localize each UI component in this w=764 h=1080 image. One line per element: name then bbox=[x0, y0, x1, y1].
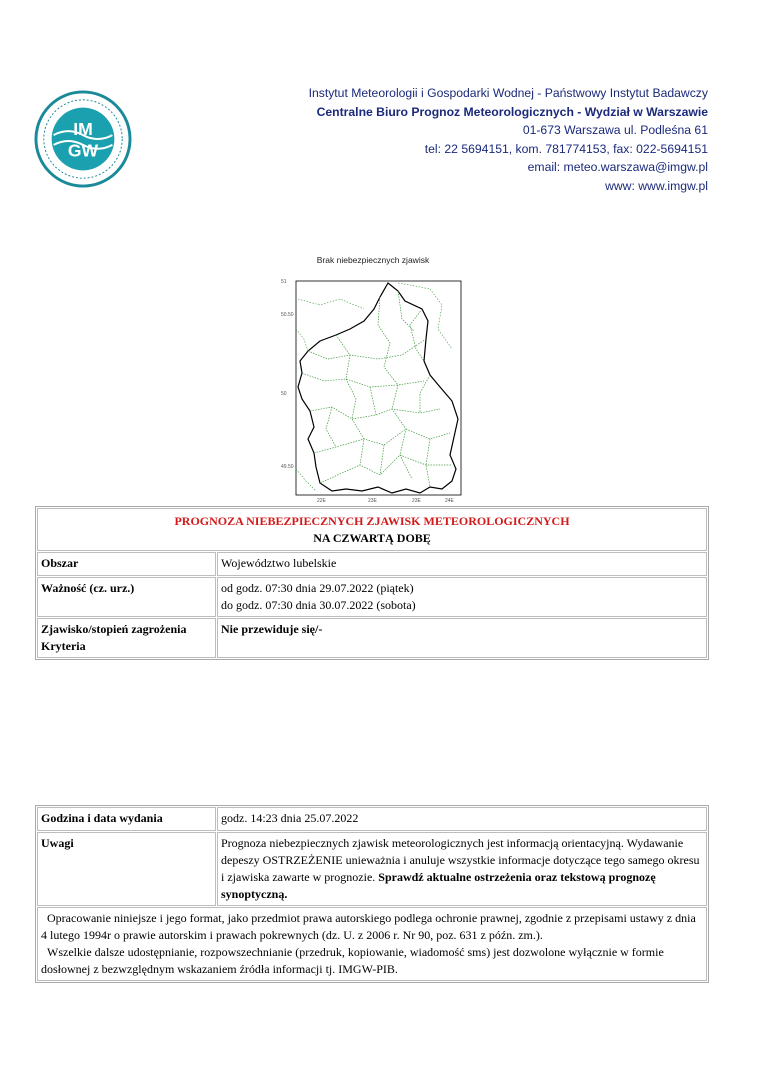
map-title: Brak niebezpiecznych zjawisk bbox=[316, 255, 430, 265]
institute-header bbox=[309, 84, 708, 196]
voivodeship-outline bbox=[298, 283, 458, 493]
map-xtick: 23E bbox=[412, 498, 421, 503]
notes-text-bold: Sprawdź aktualne ostrzeżenia oraz tekstową prognozę synoptyczną. bbox=[221, 870, 656, 901]
copyright-notice bbox=[37, 907, 707, 981]
notes-label: Uwagi bbox=[37, 832, 216, 906]
validity-to: do godz. 07:30 dnia 30.07.2022 (sobota) bbox=[221, 598, 416, 612]
address: 01-673 Warszawa ul. Podleśna 61 bbox=[522, 123, 708, 138]
validity-value bbox=[217, 577, 707, 617]
warning-map bbox=[280, 255, 466, 503]
forecast-title: PROGNOZA NIEBEZPIECZNYCH ZJAWISK METEOROLOGICZNYCH bbox=[174, 514, 570, 528]
phone-fax: tel: 22 5694151, kom. 781774153, fax: 022-5694151 bbox=[424, 141, 708, 156]
map-frame bbox=[296, 281, 461, 495]
map-xtick: 23E bbox=[368, 498, 377, 503]
validity-label: Ważność (cz. urz.) bbox=[37, 577, 216, 617]
map-ytick: 51 bbox=[281, 279, 287, 285]
phenomenon-label bbox=[37, 618, 216, 658]
imgw-logo bbox=[34, 90, 132, 188]
map-ytick: 49.50 bbox=[281, 464, 294, 470]
map-ytick: 50 bbox=[281, 391, 287, 397]
phenomenon-label-line: Zjawisko/stopień zagrożenia bbox=[41, 622, 187, 636]
email: email: meteo.warszawa@imgw.pl bbox=[527, 160, 708, 175]
lubelskie-map bbox=[280, 269, 466, 503]
area-label: Obszar bbox=[37, 552, 216, 576]
neighbour-boundaries bbox=[296, 283, 452, 491]
forecast-title-cell bbox=[37, 508, 707, 551]
notes-text: Prognoza niebezpiecznych zjawisk meteorologicznych jest informacją orientacyjną. Wydawanie depeszy OSTRZEŻENIE unieważnia i anuluje wszystkie informacje dotyczące tego samego okresu i zjawiska zawarte w prognozie. bbox=[221, 836, 700, 884]
issue-table bbox=[35, 805, 709, 983]
map-ytick: 50.50 bbox=[281, 312, 294, 318]
map-xtick: 24E bbox=[445, 498, 454, 503]
logo-text-bottom: GW bbox=[67, 140, 99, 161]
map-xtick: 22E bbox=[317, 498, 326, 503]
copyright-para-1: Opracowanie niniejsze i jego format, jako przedmiot prawa autorskiego podlega ochronie prawnej, zgodnie z przepisami ustawy z dnia 4 lutego 1994r o prawie autorskim i prawach pokrewnych (dz. U. z 2006 r. Nr 90, poz. 631 z późn. zm.). bbox=[41, 911, 696, 942]
office-name: Centralne Biuro Prognoz Meteorologicznych - Wydział w Warszawie bbox=[316, 104, 708, 119]
validity-from: od godz. 07:30 dnia 29.07.2022 (piątek) bbox=[221, 581, 414, 595]
copyright-para-2: Wszelkie dalsze udostępnianie, rozpowszechnianie (przedruk, kopiowanie, wiadomość sms) jest dozwolone wyłącznie w formie dosłownej z bezwzględnym wskazaniem źródła informacji tj. IMGW-PIB. bbox=[41, 945, 664, 976]
issue-label: Godzina i data wydania bbox=[37, 807, 216, 831]
issue-value: godz. 14:23 dnia 25.07.2022 bbox=[217, 807, 707, 831]
phenomenon-value: Nie przewiduje się/- bbox=[217, 618, 707, 658]
logo-text-top: IM bbox=[73, 119, 93, 140]
area-value: Województwo lubelskie bbox=[217, 552, 707, 576]
county-boundaries bbox=[302, 291, 452, 487]
notes-value bbox=[217, 832, 707, 906]
forecast-subtitle: NA CZWARTĄ DOBĘ bbox=[313, 531, 431, 545]
institute-name: Instytut Meteorologii i Gospodarki Wodnej - Państwowy Instytut Badawczy bbox=[308, 86, 708, 100]
website: www: www.imgw.pl bbox=[605, 178, 708, 193]
forecast-table bbox=[35, 506, 709, 660]
criteria-label-line: Kryteria bbox=[41, 639, 86, 653]
